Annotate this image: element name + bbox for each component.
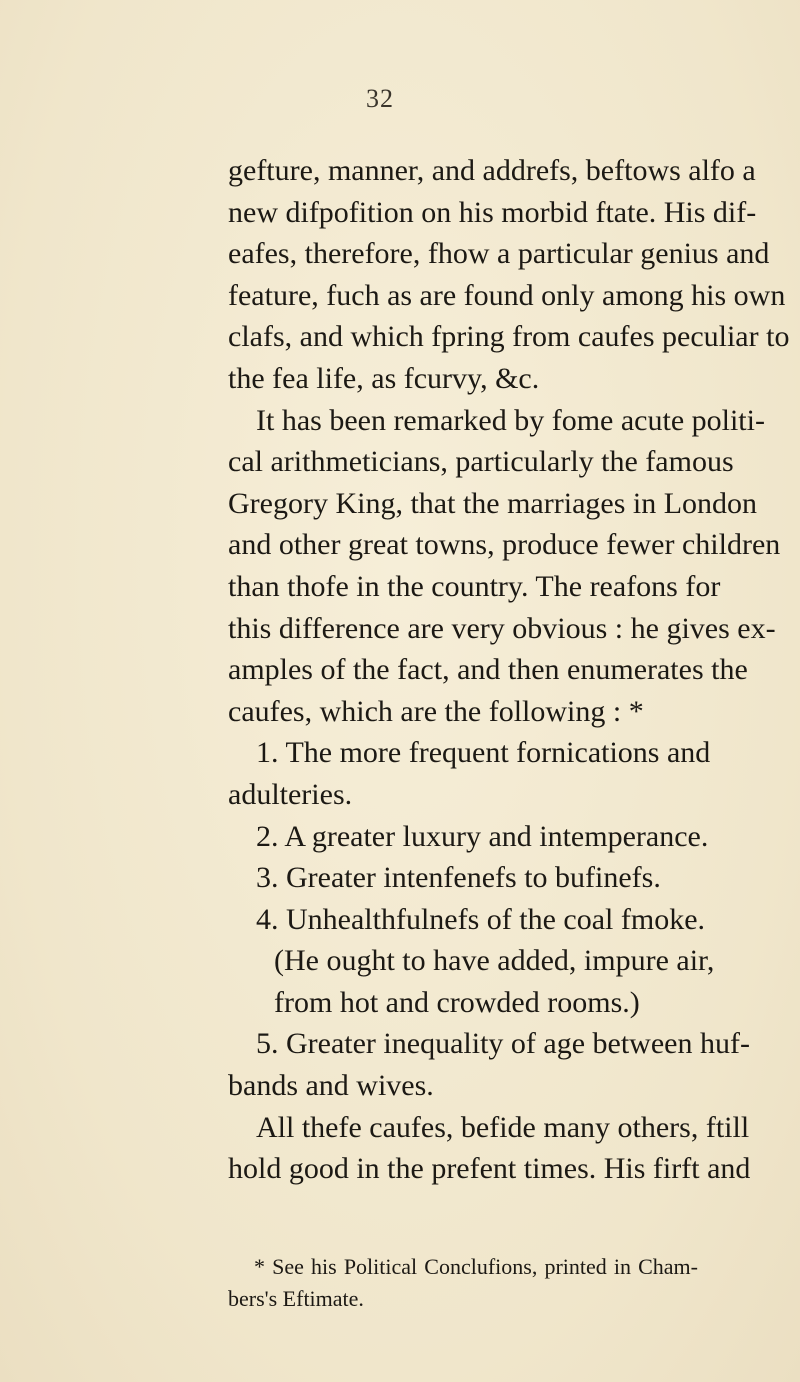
text-line: amples of the fact, and then enumerates the <box>228 653 748 687</box>
text-line: caufes, which are the following : * <box>228 694 644 728</box>
body-text <box>228 150 790 1190</box>
text-line: gefture, manner, and addrefs, beftows alfo a <box>228 154 756 187</box>
text-line: new difpofition on his morbid ftate. His dif- <box>228 195 757 229</box>
list-item-text: 3. Greater intenfenefs to bufinefs. <box>256 861 661 895</box>
text-line: cal arithmeticians, particularly the famous <box>228 445 734 479</box>
text-line: than thofe in the country. The reafons for <box>228 569 721 603</box>
list-item-text: bands and wives. <box>228 1069 434 1103</box>
text-line: feature, fuch as are found only among his own <box>228 278 786 312</box>
page-number: 32 <box>366 84 394 113</box>
list-item-text: 2. A greater luxury and intemperance. <box>256 819 709 853</box>
text-line: clafs, and which fpring from caufes peculiar to <box>228 320 790 354</box>
text-line: this difference are very obvious : he gives ex- <box>228 611 776 645</box>
text-line: and other great towns, produce fewer children <box>228 528 781 562</box>
list-item-text: 1. The more frequent fornications and <box>256 736 711 770</box>
text-line: hold good in the prefent times. His firft and <box>228 1152 751 1186</box>
parenthetical-text: (He ought to have added, impure air, <box>274 944 715 978</box>
text-line: Gregory King, that the marriages in London <box>228 486 758 520</box>
list-item-text: 5. Greater inequality of age between huf- <box>256 1027 750 1061</box>
footnote-line: * See his Political Conclufions, printed in Cham- <box>254 1254 698 1279</box>
text-line: eafes, therefore, fhow a particular genius and <box>228 237 770 271</box>
parenthetical-text: from hot and crowded rooms.) <box>274 985 640 1019</box>
footnote-line: bers's Eftimate. <box>228 1286 364 1311</box>
list-item-text: adulteries. <box>228 777 353 811</box>
footnote <box>228 1251 698 1315</box>
text-line: All thefe caufes, befide many others, ftill <box>256 1110 750 1144</box>
text-line: It has been remarked by fome acute politi- <box>256 403 765 437</box>
list-item-text: 4. Unhealthfulnefs of the coal fmoke. <box>256 902 706 936</box>
text-line: the fea life, as fcurvy, &c. <box>228 361 540 395</box>
